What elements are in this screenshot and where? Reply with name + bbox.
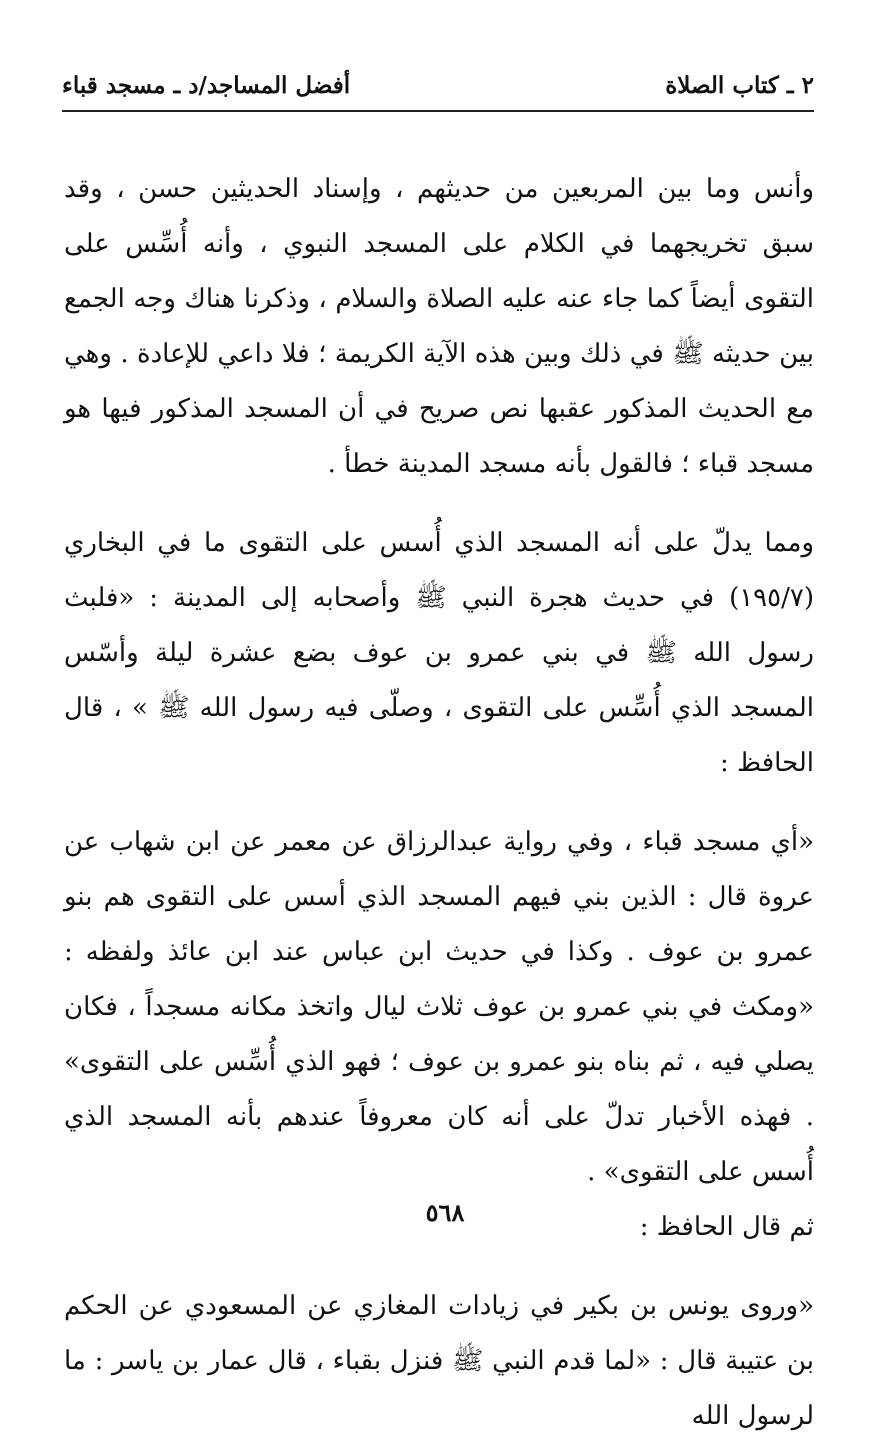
paragraph-4: ثم قال الحافظ : [639,1212,814,1242]
paragraph-1: وأنس وما بين المربعين من حديثهم ، وإسناد الحديثين حسن ، وقد سبق تخريجهما في الكلام على المسجد النبوي ، وأنه أُسِّس على التقوى أيضاً كما جاء عنه عليه الصلاة والسلام ، وذكرنا هناك وجه الجمع بين حديثه ﷺ في ذلك وبين هذه الآية الكريمة ؛ فلا داعي للإعادة . وهي مع الحديث المذكور عقبها نص صريح في أن المسجد المذكور فيها هو مسجد قباء ؛ فالقول بأنه مسجد المدينة خطأ . [64,174,814,479]
section-title: أفضل المساجد/د ـ مسجد قباء [62,72,351,99]
page-number: ٥٦٨ [425,1198,465,1227]
body-text [64,162,814,1444]
paragraph-3: «أي مسجد قباء ، وفي رواية عبدالرزاق عن معمر عن ابن شهاب عن عروة قال : الذين بني فيهم المسجد الذي أسس على التقوى هم بنو عمرو بن عوف . وكذا في حديث ابن عباس عند ابن عائذ ولفظه : «ومكث في بني عمرو بن عوف ثلاث ليال واتخذ مكانه مسجداً ، فكان يصلي فيه ، ثم بناه بنو عمرو بن عوف ؛ فهو الذي أُسِّس على التقوى» . فهذه الأخبار تدلّ على أنه كان معروفاً عندهم بأنه المسجد الذي أُسس على التقوى» . [64,827,814,1187]
running-header [62,66,814,112]
paragraph-2: ومما يدلّ على أنه المسجد الذي أُسس على التقوى ما في البخاري (١٩٥/٧) في حديث هجرة النبي ﷺ وأصحابه إلى المدينة : «فلبث رسول الله ﷺ في بني عمرو بن عوف بضع عشرة ليلة وأسّس المسجد الذي أُسِّس على التقوى ، وصلّى فيه رسول الله ﷺ » ، قال الحافظ : [64,528,814,778]
chapter-title: ٢ ـ كتاب الصلاة [665,72,814,99]
paragraph-5: «وروى يونس بن بكير في زيادات المغازي عن المسعودي عن الحكم بن عتيبة قال : «لما قدم النبي ﷺ فنزل بقباء ، قال عمار بن ياسر : ما لرسول الله [64,1291,814,1431]
